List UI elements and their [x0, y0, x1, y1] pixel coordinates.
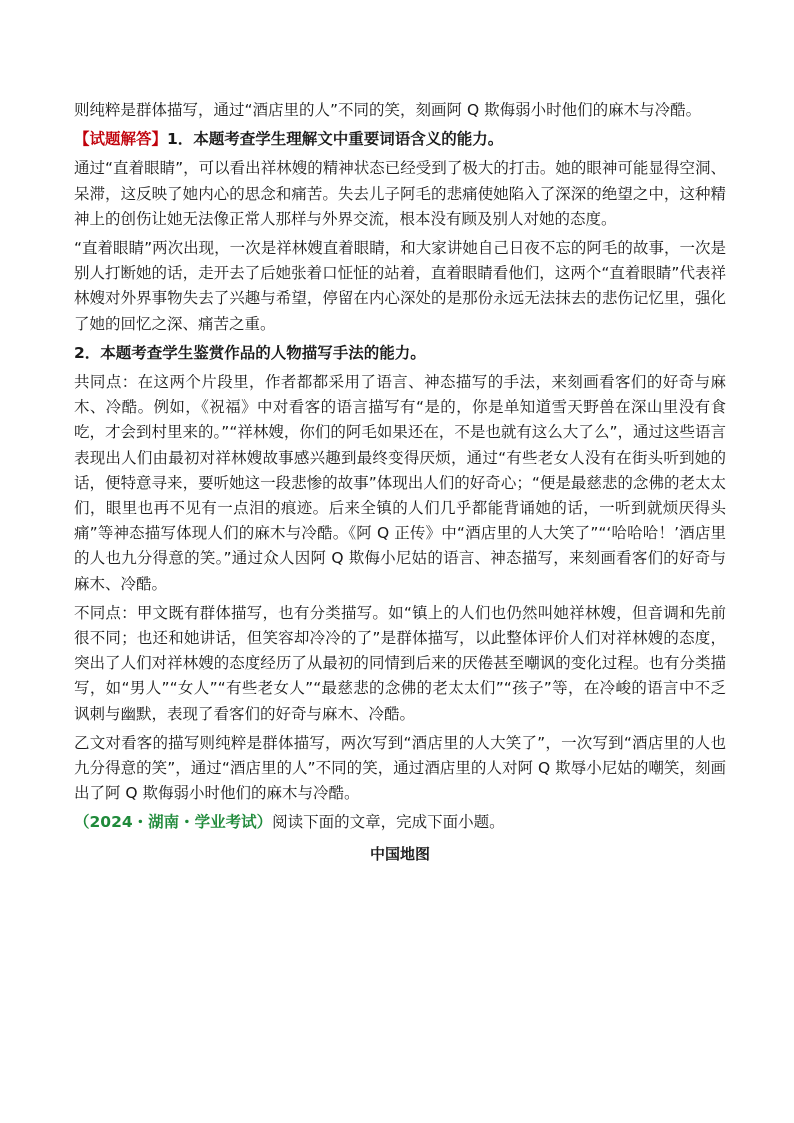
source-line [74, 810, 726, 835]
paragraph-1: 则纯粹是群体描写，通过“酒店里的人”不同的笑，刻画阿 Q 欺侮弱小时他们的麻木与冷酷。 [74, 101, 702, 119]
source-tag: （2024・湖南・学业考试） [74, 813, 273, 832]
paragraph-7: 不同点：甲文既有群体描写，也有分类描写。如“镇上的人们也仍然叫她祥林嫂，但音调和先前很不同；也还和她讲话，但笑容却冷冷的了”是群体描写，以此整体评价人们对祥林嫂的态度，突出了人们对祥林嫂的态度经历了从最初的同情到后来的厌倦甚至嘲讽的变化过程。也有分类描写，如“男人”“女人”“有些老女人”“最慈悲的念佛的老太太们”“孩子”等，在冷峻的语言中不乏讽刺与幽默，表现了看客们的好奇与麻木、冷酷。 [74, 603, 726, 723]
answer-question-1: 1．本题考查学生理解文中重要词语含义的能力。 [167, 130, 504, 149]
answer-heading [74, 127, 726, 152]
answer-question-2: 2．本题考查学生鉴赏作品的人物描写手法的能力。 [74, 343, 426, 362]
answer-label: 【试题解答】 [74, 130, 168, 149]
article-title: 中国地图 [369, 844, 430, 863]
paragraph-6: 共同点：在这两个片段里，作者都都采用了语言、神态描写的手法，来刻画看客们的好奇与麻木、冷酷。例如，《祝福》中对看客的语言描写有“是的，你是单知道雪天野兽在深山里没有食吃，才会到村里来的。”“祥林嫂，你们的阿毛如果还在，不是也就有这么大了么”，通过这些语言表现出人们由最初对祥林嫂故事感兴趣到最终变得厌烦，通过“有些老女人没有在街头听到她的话，便特意寻来，要听她这一段悲惨的故事”体现出人们的好奇心；“便是最慈悲的念佛的老太太们，眼里也再不见有一点泪的痕迹。后来全镇的人们几乎都能背诵她的话，一听到就烦厌得头痛”等神态描写体现人们的麻木与冷酷。《阿 Q 正传》中“酒店里的人大笑了”“‘哈哈哈！’酒店里的人也九分得意的笑。”通过众人因阿 Q 欺侮小尼姑的语言、神态描写，来刻画看客们的好奇与麻木、冷酷。 [74, 373, 726, 593]
paragraph-8: 乙文对看客的描写则纯粹是群体描写，两次写到“酒店里的人大笑了”，一次写到“酒店里的人也九分得意的笑”，通过“酒店里的人”不同的笑，通过酒店里的人对阿 Q 欺辱小尼姑的嘲笑，刻画出了阿 Q 欺侮弱小时他们的麻木与冷酷。 [74, 733, 726, 803]
paragraph-3: 通过“直着眼睛”，可以看出祥林嫂的精神状态已经受到了极大的打击。她的眼神可能显得空洞、呆滞，这反映了她内心的思念和痛苦。失去儿子阿毛的悲痛使她陷入了深深的绝望之中，这种精神上的创伤让她无法像正常人那样与外界交流，根本没有顾及别人对她的态度。 [74, 159, 726, 228]
source-instruction: 阅读下面的文章，完成下面小题。 [272, 813, 505, 832]
document-body [74, 98, 726, 867]
paragraph-4: “直着眼睛”两次出现，一次是祥林嫂直着眼睛，和大家讲她自己日夜不忘的阿毛的故事，一次是别人打断她的话，走开去了后她张着口怔怔的站着，直着眼睛看他们，这两个“直着眼睛”代表祥林嫂对外界事物失去了兴趣与希望，停留在内心深处的是那份永远无法抹去的悲伤记忆里，强化了她的回忆之深、痛苦之重。 [74, 239, 726, 333]
